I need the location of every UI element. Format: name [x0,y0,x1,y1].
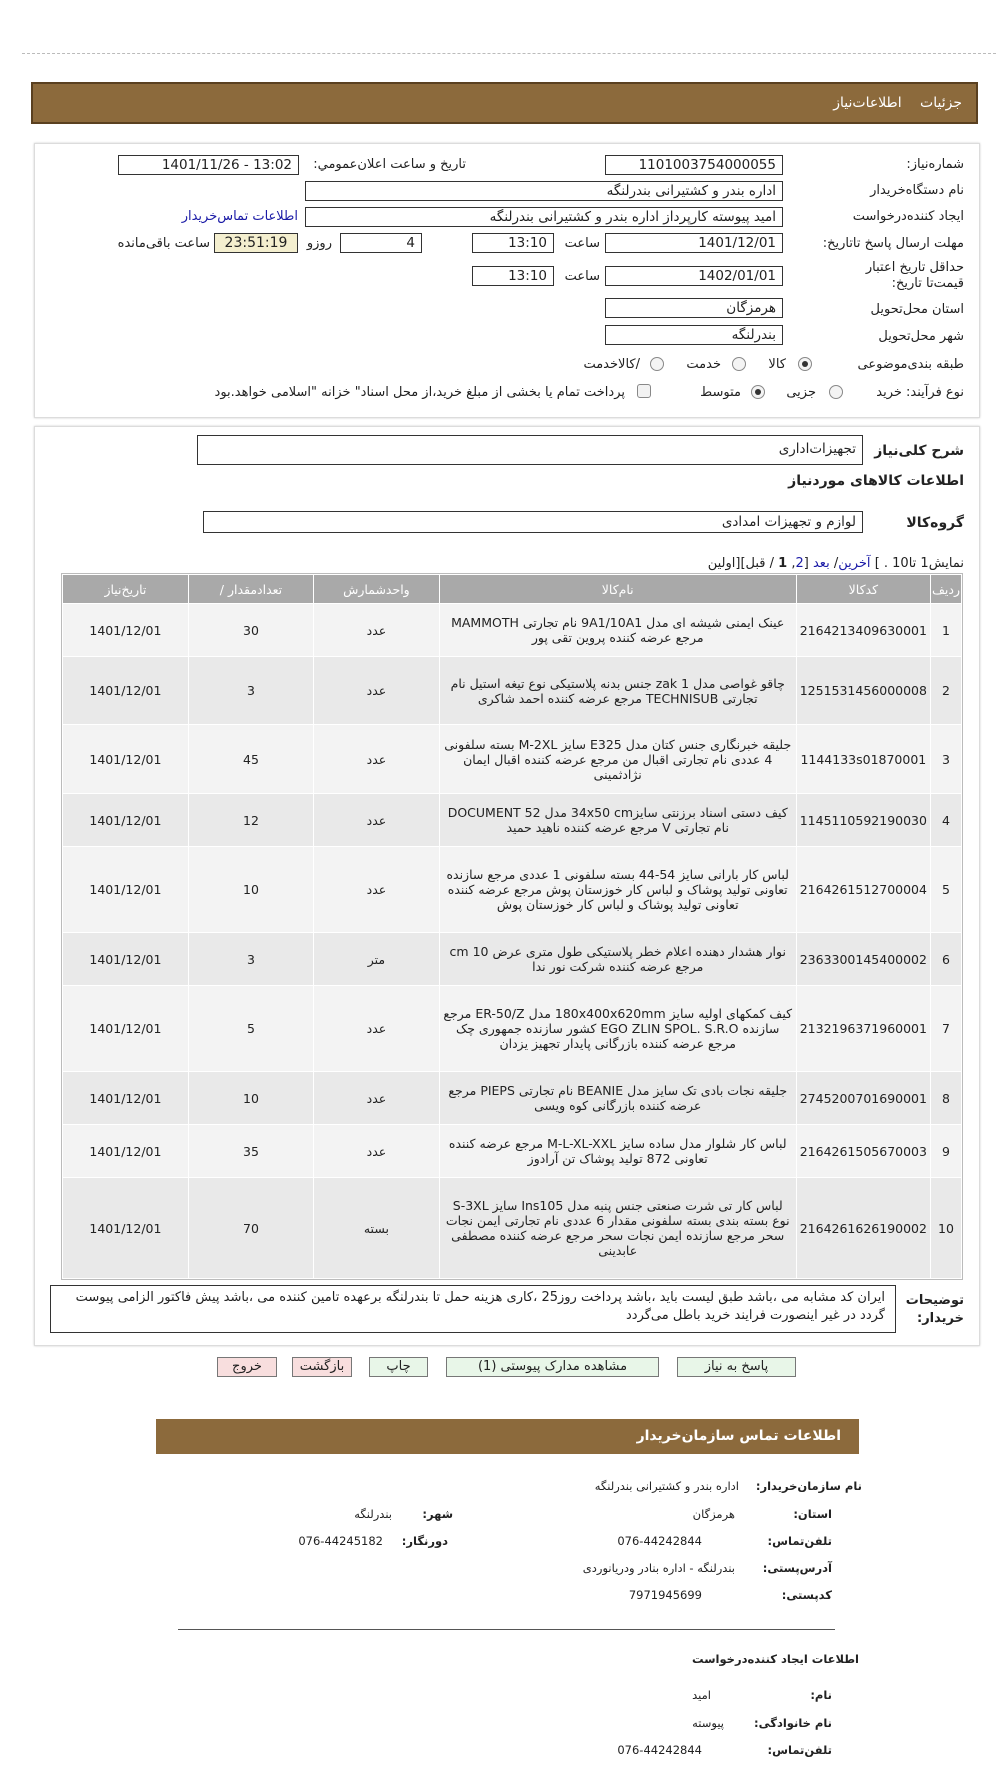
row-code: 2132196371960001 [797,986,930,1071]
table-row [63,1072,961,1124]
row-code: 2363300145400002 [797,933,930,985]
contact-address-value: بندرلنگه - اداره بنادر ودریانوردی [582,1561,735,1575]
row-date: 1401/12/01 [63,986,188,1071]
row-date: 1401/12/01 [63,657,188,724]
row-name: لباس کار تی شرت صنعتی جنس پنبه مدل Ins105 سایز S-3XL نوع بسته بندی بسته سلفونی مقدار 6 عددی نام تجارتی ایمن نجات سحر مرجع سازنده ایمن نجات سحر مرجع عرضه کننده مصطفی عابدینی [440,1178,796,1278]
row-unit: عدد [314,604,439,656]
contact-city-label: شهر: [422,1507,453,1521]
goods-info-heading: اطلاعات کالاهای موردنیاز [788,473,964,489]
contact-divider [178,1629,835,1630]
province-field: هرمزگان [605,298,783,318]
contact-address-label: آدرس‌پستی: [762,1561,832,1575]
row-code: 1251531456000008 [797,657,930,724]
row-name: نوار هشدار دهنده اعلام خطر پلاستیکی طول متری عرض 10 cm مرجع عرضه کننده شرکت نور ندا [440,933,796,985]
process-medium-label: متوسط [700,385,741,400]
row-no: 2 [931,657,961,724]
contact-phone-value: 076-44242844 [617,1534,702,1548]
row-code: 2164261505670003 [797,1125,930,1177]
category-both-radio[interactable] [650,357,664,371]
need-description-field: تجهیزات‌اداری [197,435,863,465]
row-name: لباس کار شلوار مدل ساده سایز M-L-XL-XXL مرجع عرضه کننده تعاونی 872 تولید پوشاک تن آرادوز [440,1125,796,1177]
process-small-radio[interactable] [829,385,843,399]
row-qty: 35 [189,1125,313,1177]
row-code: 2164261626190002 [797,1178,930,1278]
pager-page-2[interactable]: 2 [795,556,804,571]
row-no: 6 [931,933,961,985]
creator-phone-value: 076-44242844 [617,1743,702,1757]
reply-button[interactable]: پاسخ به نیاز [677,1357,796,1377]
announce-date-label: تاریخ و ساعت اعلان‌عمومي: [313,157,466,172]
contact-phone-label: تلفن‌تماس: [767,1534,832,1548]
announce-date-field: 1401/11/26 - 13:02 [118,155,299,175]
deadline-hour-label: ساعت [564,236,600,251]
row-no: 8 [931,1072,961,1124]
col-code: کدکالا [797,575,930,603]
col-row: ردیف [931,575,961,603]
table-row [63,794,961,846]
need-number-label: شماره‌نیاز: [906,157,964,172]
row-name: جلیقه خبرنگاری جنس کتان مدل E325 سایز M-2XL بسته سلفونی 4 عددی نام تجارتی اقبال من مرجع عرضه کننده اقبال ایمان نژادثمینی [440,725,796,793]
row-code: 2745200701690001 [797,1072,930,1124]
row-name: کیف دستی اسناد برزنتی سایز34x50 cm مدل DOCUMENT 52 نام تجارتی V مرجع عرضه کننده ناهید حمید [440,794,796,846]
goods-group-field: لوازم و تجهیزات امدادی [203,511,863,533]
tab-need-info[interactable]: اطلاعات‌نیاز [833,95,902,111]
deadline-label: مهلت ارسال پاسخ تا‌تاریخ: [822,236,964,251]
buyer-notes-field: ایران کد مشابه می ،باشد طبق لیست باید ،باشد پرداخت روز25 ،کاری هزینه حمل تا بندرلنگه برعهده تامین کننده می ،باشد پیش فاکتور الزامی پیوست گردد در غیر اینصورت فرایند خرید باطل می‌گردد [50,1285,896,1333]
process-small-label: جزیی [786,385,816,400]
pager-last[interactable]: آخرین [838,556,871,571]
validity-time-field: 13:10 [472,266,554,286]
org-name-label: نام سازمان‌خریدار: [755,1479,862,1493]
row-qty: 10 [189,1072,313,1124]
goods-table [61,573,963,1280]
province-label: استان محل‌تحویل [870,302,964,317]
city-label: شهر محل‌تحویل [878,329,964,344]
creator-name-label: نام: [810,1688,832,1702]
row-unit: عدد [314,725,439,793]
row-unit: بسته [314,1178,439,1278]
validity-label: حداقل تاریخ اعتبار قیمت‌تا تاریخ: [865,260,964,291]
row-no: 3 [931,725,961,793]
row-date: 1401/12/01 [63,847,188,932]
view-attachments-button[interactable]: مشاهده مدارک پیوستی (1) [446,1357,659,1377]
row-no: 1 [931,604,961,656]
days-field: 4 [340,233,422,253]
contact-city-value: بندرلنگه [354,1507,392,1521]
back-button[interactable]: بازگشت [292,1357,352,1377]
org-name-value: اداره بندر و کشتیرانی بندرلنگه [594,1479,739,1493]
row-date: 1401/12/01 [63,933,188,985]
category-service-label: خدمت [686,357,721,372]
col-date: تاریخ‌نیاز [63,575,188,603]
col-qty: تعدادمقدار / [189,575,313,603]
row-qty: 70 [189,1178,313,1278]
treasury-checkbox[interactable] [637,384,651,398]
remaining-timer: 23:51:19 [214,233,298,253]
row-name: کیف کمکهای اولیه سایز 180x400x620mm مدل ER-50/Z مرجع سازنده EGO ZLIN SPOL. S.R.O کشور سازنده جمهوری چک مرجع عرضه کننده بازرگانی پایدار تجهیز یزدان [440,986,796,1071]
need-number-field: 1101003754000055 [605,155,783,175]
contact-province-label: استان: [793,1507,832,1521]
contact-fax-value: 076-44245182 [298,1534,383,1548]
goods-group-label: گروه‌کالا [906,515,964,531]
row-no: 9 [931,1125,961,1177]
need-description-label: شرح کلی‌نیاز [874,443,964,459]
buyer-contact-link[interactable]: اطلاعات تماس‌خریدار [181,209,298,224]
pager: نمایش1 تا10 . ] آخرین/ بعد [2, 1 / قبل][اولین [707,556,964,571]
category-goods-radio[interactable] [798,357,812,371]
table-row [63,847,961,932]
row-date: 1401/12/01 [63,604,188,656]
row-no: 5 [931,847,961,932]
row-date: 1401/12/01 [63,725,188,793]
row-date: 1401/12/01 [63,1072,188,1124]
pager-range: نمایش1 تا10 . ] [874,556,964,571]
table-row [63,1178,961,1278]
creator-name-value: امید [692,1688,711,1702]
days-label: روزو [306,236,332,251]
buyer-notes-label: توضیحات خریدار: [905,1293,964,1326]
table-row [63,725,961,793]
row-unit: عدد [314,986,439,1071]
contact-fax-label: دورنگار: [401,1534,448,1548]
creator-field: امید پیوسته کارپرداز اداره بندر و کشتیرانی بندرلنگه [305,207,783,227]
pager-page-1: 1 [778,556,788,571]
buyer-org-label: نام دستگاه‌خریدار [870,183,964,198]
row-qty: 3 [189,657,313,724]
row-qty: 12 [189,794,313,846]
row-qty: 5 [189,986,313,1071]
row-no: 4 [931,794,961,846]
category-goods-label: کالا [768,357,786,372]
creator-phone-label: تلفن‌تماس: [767,1743,832,1757]
validity-date-field: 1402/01/01 [605,266,783,286]
creator-family-value: پیوسته [692,1716,724,1730]
row-unit: عدد [314,1072,439,1124]
pager-next[interactable]: بعد [812,556,830,571]
row-date: 1401/12/01 [63,1125,188,1177]
treasury-note: پرداخت تمام یا بخشی از مبلغ خرید،از محل اسناد" خزانه "اسلامی خواهد.بود [214,385,625,400]
row-unit: عدد [314,847,439,932]
contact-province-value: هرمزگان [692,1507,735,1521]
buyer-org-field: اداره بندر و کشتیرانی بندرلنگه [305,181,783,201]
row-no: 10 [931,1178,961,1278]
row-name: جلیقه نجات بادی تک سایز مدل BEANIE نام تجارتی PIEPS مرجع عرضه کننده بازرگانی کوه ویسی [440,1072,796,1124]
table-row [63,657,961,724]
contact-postal-value: 7971945699 [628,1588,702,1602]
col-name: نام‌کالا [440,575,796,603]
table-row [63,1125,961,1177]
row-qty: 45 [189,725,313,793]
print-button[interactable]: چاپ [369,1357,428,1377]
row-code: 1145110592190030 [797,794,930,846]
city-field: بندرلنگه [605,325,783,345]
creator-info-heading: اطلاعات ایجاد کننده‌درخواست [692,1652,859,1666]
table-row [63,986,961,1071]
page-header [31,82,978,124]
row-qty: 3 [189,933,313,985]
row-unit: عدد [314,657,439,724]
buyer-contact-heading: اطلاعات تماس سازمان‌خریدار [156,1419,859,1454]
row-name: لباس کار بارانی سایز 54-44 بسته سلفونی 1 عددی مرجع سازنده تعاونی تولید پوشاک و لباس کار خوزستان پوش مرجع عرضه کننده تعاونی تولید پوشاک و لباس کار خوزستان پوش [440,847,796,932]
row-date: 1401/12/01 [63,794,188,846]
pager-prev-first[interactable]: / قبل][اولین [707,556,775,571]
row-qty: 10 [189,847,313,932]
row-unit: عدد [314,794,439,846]
row-code: 1144133s01870001 [797,725,930,793]
creator-family-label: نام خانوادگی: [754,1716,832,1730]
category-label: طبقه بندی‌موضوعی [857,357,964,372]
table-row [63,604,961,656]
remaining-label: ساعت باقی‌مانده [117,236,210,251]
table-row [63,933,961,985]
process-label: نوع فرآیند: خرید [876,385,964,400]
col-unit: واحدشمارش [314,575,439,603]
row-code: 2164261512700004 [797,847,930,932]
row-qty: 30 [189,604,313,656]
deadline-time-field: 13:10 [472,233,554,253]
row-code: 2164213409630001 [797,604,930,656]
row-name: عینک ایمنی شیشه ای مدل 9A1/10A1 نام تجارتی MAMMOTH مرجع عرضه کننده پروین تقی پور [440,604,796,656]
top-divider [22,53,996,54]
goods-table-header [63,575,961,603]
contact-postal-label: کد‌پستی: [781,1588,832,1602]
creator-label: ایجاد کننده‌درخواست [852,209,964,224]
process-medium-radio[interactable] [751,385,765,399]
row-unit: عدد [314,1125,439,1177]
tab-details[interactable]: جزئیات [920,95,962,111]
category-service-radio[interactable] [732,357,746,371]
row-date: 1401/12/01 [63,1178,188,1278]
row-unit: متر [314,933,439,985]
category-both-label: /کالاخدمت [583,357,640,372]
deadline-date-field: 1401/12/01 [605,233,783,253]
row-name: چاقو غواصی مدل zak 1 جنس بدنه پلاستیکی نوع تیغه استیل نام تجارتی TECHNISUB مرجع عرضه کننده احمد شاکری [440,657,796,724]
validity-hour-label: ساعت [564,269,600,284]
exit-button[interactable]: خروج [217,1357,277,1377]
row-no: 7 [931,986,961,1071]
